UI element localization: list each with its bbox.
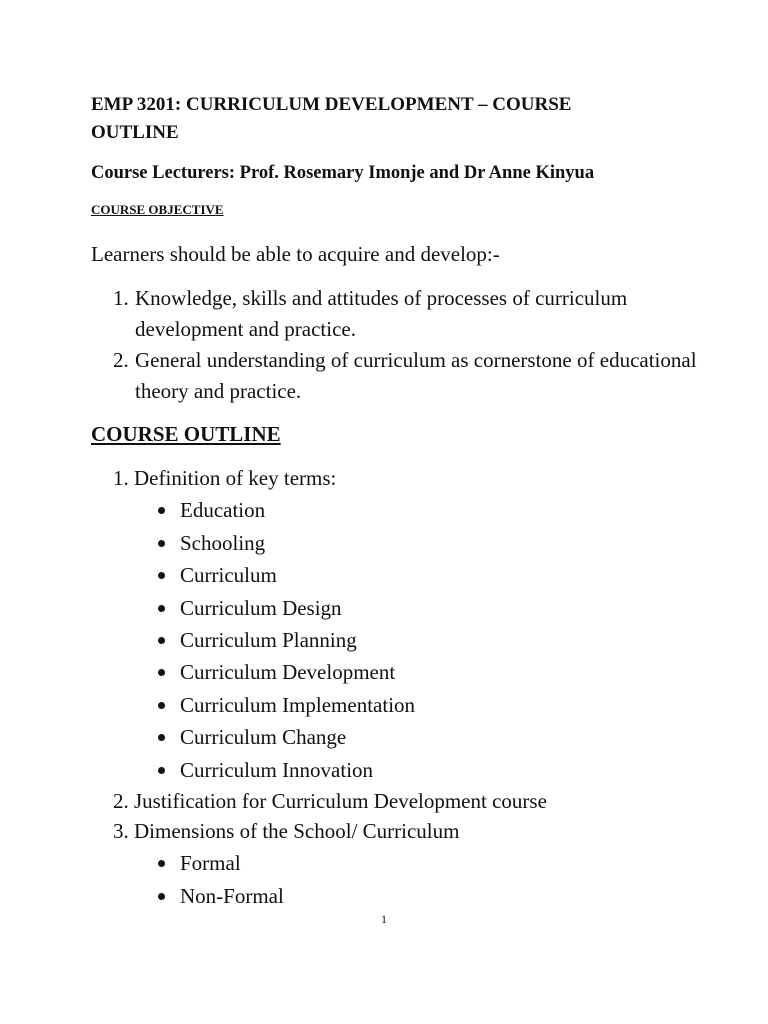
bullet-text: Curriculum Implementation (180, 693, 416, 717)
bullet-text: Curriculum (180, 563, 277, 587)
list-item (158, 561, 277, 589)
objective-item-2 (113, 345, 713, 407)
bullet-text: Curriculum Development (180, 660, 396, 684)
page-number: 1 (381, 912, 387, 926)
list-item (158, 658, 395, 686)
objective-item-1 (113, 283, 713, 345)
outline-item-3 (113, 817, 459, 845)
bullet-icon (158, 860, 165, 867)
list-item (158, 849, 241, 877)
bullet-text: Curriculum Innovation (180, 758, 374, 782)
course-lecturers: Course Lecturers: Prof. Rosemary Imonje and Dr Anne Kinyua (91, 163, 595, 183)
course-outline-heading: COURSE OUTLINE (91, 422, 281, 446)
objective-text: General understanding of curriculum as cornerstone of educational theory and practice. (135, 348, 697, 403)
list-item (158, 691, 415, 719)
bullet-icon (158, 605, 165, 612)
course-objective-heading: COURSE OBJECTIVE (91, 202, 224, 217)
bullet-icon (158, 893, 165, 900)
bullet-text: Curriculum Design (180, 596, 342, 620)
outline-number: 1. (113, 466, 129, 490)
bullet-icon (158, 637, 165, 644)
list-item (158, 529, 265, 557)
bullet-text: Curriculum Planning (180, 628, 357, 652)
outline-text: Dimensions of the School/ Curriculum (134, 819, 460, 843)
bullet-icon (158, 540, 165, 547)
bullet-text: Formal (180, 851, 241, 875)
bullet-text: Education (180, 498, 266, 522)
bullet-icon (158, 572, 165, 579)
bullet-text: Curriculum Change (180, 725, 347, 749)
outline-number: 2. (113, 789, 129, 813)
list-item (158, 594, 342, 622)
outline-item-2 (113, 787, 547, 815)
bullet-icon (158, 767, 165, 774)
bullet-icon (158, 702, 165, 709)
bullet-icon (158, 507, 165, 514)
list-item (158, 756, 373, 784)
list-item (158, 496, 265, 524)
outline-text: Justification for Curriculum Development course (134, 789, 547, 813)
bullet-text: Non-Formal (180, 884, 284, 908)
bullet-icon (158, 669, 165, 676)
list-item (158, 723, 346, 751)
objective-intro: Learners should be able to acquire and develop:- (91, 242, 500, 266)
bullet-text: Schooling (180, 531, 266, 555)
document-title: EMP 3201: CURRICULUM DEVELOPMENT – COURSE OUTLINE (91, 94, 572, 143)
objective-number: 1. (113, 286, 129, 310)
list-item (158, 626, 357, 654)
outline-item-1 (113, 464, 336, 492)
objective-text: Knowledge, skills and attitudes of processes of curriculum development and practice. (135, 286, 628, 341)
outline-text: Definition of key terms: (134, 466, 337, 490)
objective-number: 2. (113, 348, 129, 372)
bullet-icon (158, 734, 165, 741)
list-item (158, 882, 284, 910)
outline-number: 3. (113, 819, 129, 843)
